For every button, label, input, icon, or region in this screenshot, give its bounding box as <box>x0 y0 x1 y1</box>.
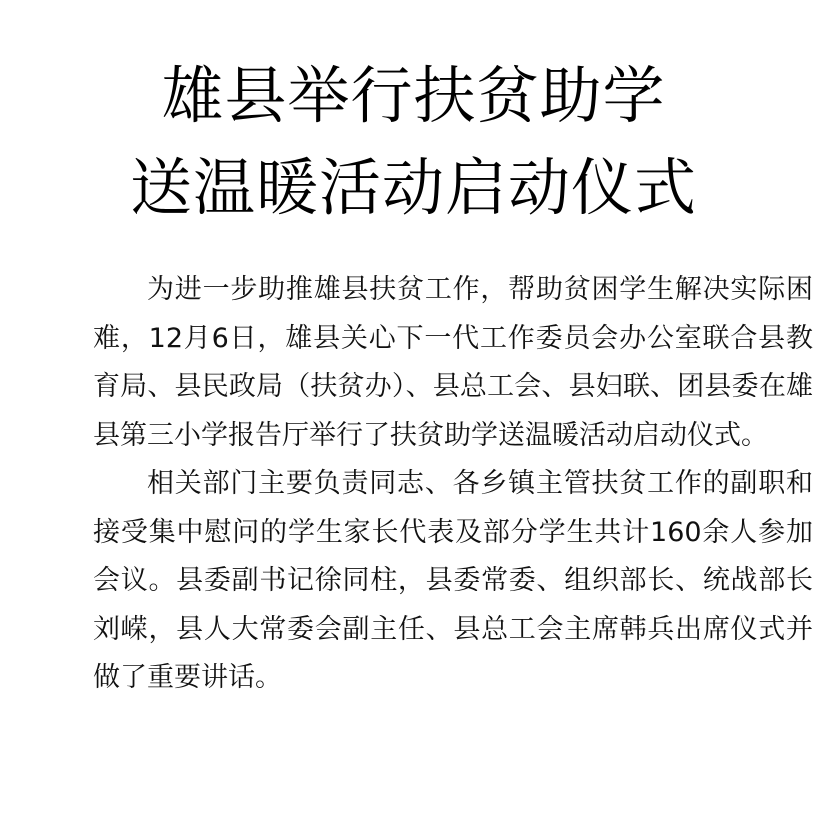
article-body <box>93 266 813 703</box>
paragraph-2: 相关部门主要负责同志、各乡镇主管扶贫工作的副职和接受集中慰问的学生家长代表及部分学生共计160余人参加会议。县委副书记徐同柱，县委常委、组织部长、统战部长刘嵘，县人大常委会副主任、县总工会主席韩兵出席仪式并做了重要讲话。 <box>93 468 813 693</box>
article-title <box>0 50 827 234</box>
title-line-2: 送温暖活动启动仪式 <box>129 151 697 224</box>
paragraph-1: 为进一步助推雄县扶贫工作，帮助贫困学生解决实际困难，12月6日，雄县关心下一代工作委员会办公室联合县教育局、县民政局（扶贫办）、县总工会、县妇联、团县委在雄县第三小学报告厅举行了扶贫助学送温暖活动启动仪式。 <box>93 274 813 451</box>
title-line-1: 雄县举行扶贫助学 <box>161 59 666 132</box>
